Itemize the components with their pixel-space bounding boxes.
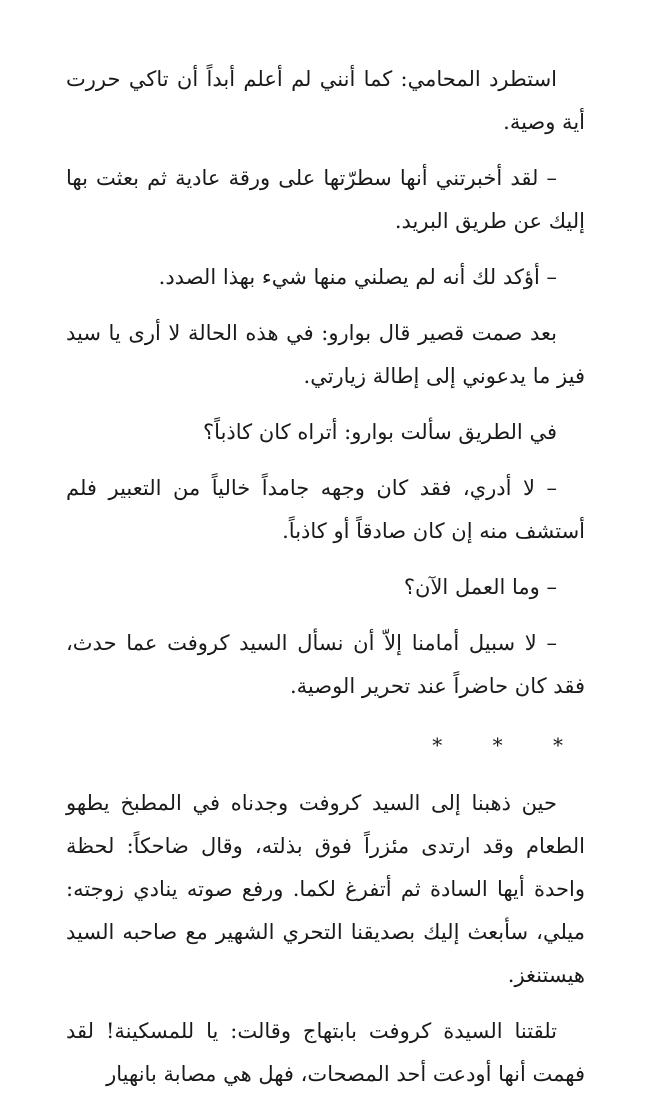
paragraph: – وما العمل الآن؟ [403, 575, 557, 599]
paragraph: – لا أدري، فقد كان وجهه جامداً خالياً من التعبير فلم أستشف منه إن كان صادقاً أو كاذباً. [66, 476, 585, 543]
paragraph: – أؤكد لك أنه لم يصلني منها شيء بهذا الصدد. [158, 265, 557, 289]
paragraph: حين ذهبنا إلى السيد كروفت وجدناه في المطبخ يطهو الطعام وقد ارتدى مئزراً فوق بذلته، وقال ضاحكاً: لحظة واحدة أيها السادة ثم أتفرغ لكما. ورفع صوته ينادي زوجته: ميلي، سأبعث إليك بصديقنا التحري الشهير مع صاحبه السيد هيستنغز. [66, 791, 585, 987]
paragraph: تلقتنا السيدة كروفت بابتهاج وقالت: يا للمسكينة! لقد فهمت أنها أودعت أحد المصحات، فهل هي مصابة بانهيار [66, 1019, 585, 1086]
paragraph: بعد صمت قصير قال بوارو: في هذه الحالة لا أرى يا سيد فيز ما يدعوني إلى إطالة زيارتي. [66, 321, 585, 388]
book-page [66, 58, 585, 1096]
section-divider: * * * [432, 733, 585, 757]
paragraph: في الطريق سألت بوارو: أتراه كان كاذباً؟ [203, 420, 557, 444]
paragraph: – لا سبيل أمامنا إلاّ أن نسأل السيد كروفت عما حدث، فقد كان حاضراً عند تحرير الوصية. [66, 631, 585, 698]
paragraph: – لقد أخبرتني أنها سطرّتها على ورقة عادية ثم بعثت بها إليك عن طريق البريد. [66, 166, 585, 233]
paragraph: استطرد المحامي: كما أنني لم أعلم أبداً أن تاكي حررت أية وصية. [66, 67, 585, 134]
